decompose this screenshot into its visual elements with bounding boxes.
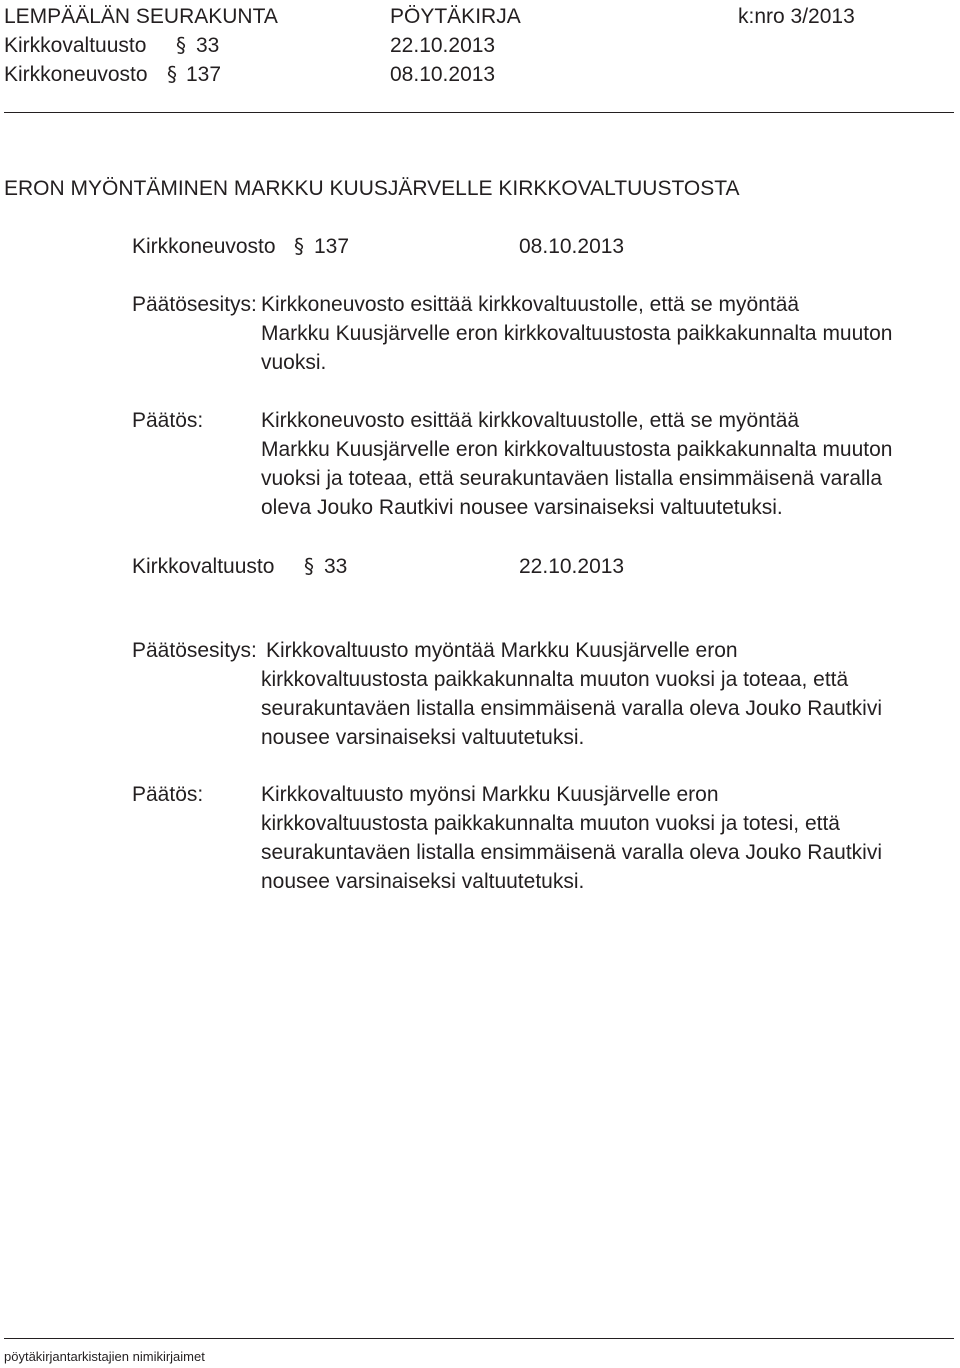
board-decision-line: oleva Jouko Rautkivi nousee varsinaiseksi valtuutetuksi.: [261, 496, 783, 519]
board-proposal-line: Markku Kuusjärvelle eron kirkkovaltuustosta paikkakunnalta muuton: [261, 322, 893, 345]
board-heading-body: Kirkkoneuvosto: [132, 235, 276, 258]
document-number: k:nro 3/2013: [738, 5, 855, 28]
header-council-section-mark: §: [176, 33, 186, 57]
board-heading-section: 137: [314, 235, 350, 258]
organization-name: LEMPÄÄLÄN SEURAKUNTA: [4, 5, 278, 28]
council-proposal-line: nousee varsinaiseksi valtuutetuksi.: [261, 726, 585, 749]
footer-initials-label: pöytäkirjantarkistajien nimikirjaimet: [4, 1349, 205, 1364]
board-decision-text: [261, 406, 893, 522]
footer-divider: [4, 1338, 954, 1339]
board-decision-line: vuoksi ja toteaa, että seurakuntaväen listalla ensimmäisenä varalla: [261, 467, 883, 490]
board-heading-section-mark: §: [294, 234, 304, 258]
board-proposal-line: vuoksi.: [261, 351, 327, 374]
council-proposal-line: seurakuntaväen listalla ensimmäisenä varalla oleva Jouko Rautkivi: [261, 697, 882, 720]
council-heading-section: 33: [324, 555, 348, 578]
header-board-section-mark: §: [167, 62, 177, 86]
document-title: ERON MYÖNTÄMINEN MARKKU KUUSJÄRVELLE KIRKKOVALTUUSTOSTA: [4, 177, 740, 200]
council-decision-line: seurakuntaväen listalla ensimmäisenä varalla oleva Jouko Rautkivi: [261, 841, 882, 864]
header-board-date: 08.10.2013: [390, 63, 496, 86]
council-heading-date: 22.10.2013: [519, 555, 625, 578]
board-proposal-line: Kirkkoneuvosto esittää kirkkovaltuustolle, että se myöntää: [261, 293, 800, 316]
council-proposal-first-line: Kirkkovaltuusto myöntää Markku Kuusjärvelle eron: [266, 639, 738, 662]
document-type: PÖYTÄKIRJA: [390, 5, 521, 28]
council-proposal-label: Päätösesitys:: [132, 639, 257, 662]
board-decision-label: Päätös:: [132, 409, 204, 432]
header-council-body: Kirkkovaltuusto: [4, 34, 147, 57]
council-decision-label: Päätös:: [132, 783, 204, 806]
board-proposal-text: [261, 290, 893, 377]
header-council-section: 33: [196, 34, 220, 57]
council-proposal-text: [261, 665, 882, 752]
header-board-body: Kirkkoneuvosto: [4, 63, 148, 86]
council-decision-line: Kirkkovaltuusto myönsi Markku Kuusjärvelle eron: [261, 783, 719, 806]
council-decision-line: nousee varsinaiseksi valtuutetuksi.: [261, 870, 585, 893]
council-heading-section-mark: §: [304, 554, 314, 578]
council-decision-text: [261, 780, 882, 896]
board-proposal-label: Päätösesitys:: [132, 293, 257, 316]
council-proposal-line: kirkkovaltuustosta paikkakunnalta muuton vuoksi ja toteaa, että: [261, 668, 849, 691]
header-divider: [4, 112, 954, 113]
header-council-date: 22.10.2013: [390, 34, 496, 57]
council-decision-line: kirkkovaltuustosta paikkakunnalta muuton vuoksi ja totesi, että: [261, 812, 840, 835]
board-decision-line: Kirkkoneuvosto esittää kirkkovaltuustolle, että se myöntää: [261, 409, 800, 432]
board-decision-line: Markku Kuusjärvelle eron kirkkovaltuustosta paikkakunnalta muuton: [261, 438, 893, 461]
board-heading-date: 08.10.2013: [519, 235, 625, 258]
header-board-section: 137: [186, 63, 222, 86]
council-heading-body: Kirkkovaltuusto: [132, 555, 275, 578]
